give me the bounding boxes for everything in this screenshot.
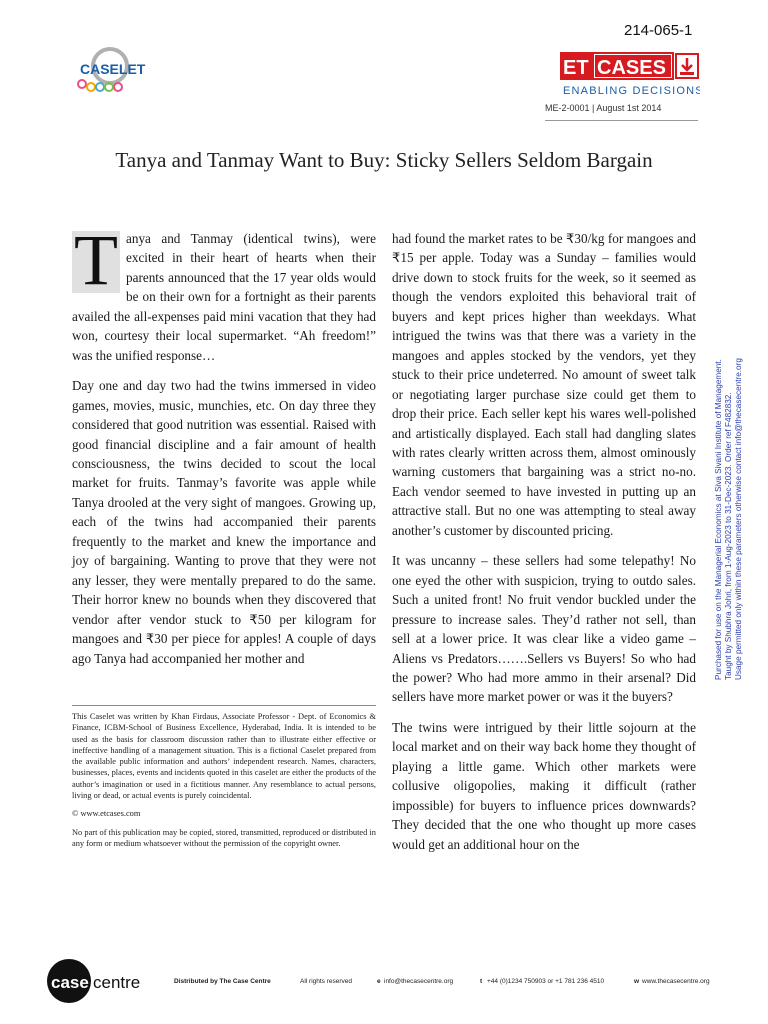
footer xyxy=(0,950,768,1010)
rights: All rights reserved xyxy=(300,978,353,985)
paragraph: The twins were intrigued by their little sojourn at the local market and on their way back home they thought of playing a little game. Which other markets were collusive oligopolies, making it difficult (rather impossible) for buyers to influence prices downwards? They decided that the one who thought up more cases would get an additional hour on the xyxy=(392,719,696,852)
paragraph: It was uncanny – these sellers had some telepathy! No one eyed the other with suspicion, trying to outdo sales. Such a united front! No fruit vendor buckled under the pressure to increase sales. They’d rather not sell, than sell at a lower price. It was clear like a video game – Aliens vs Predators…….Sellers vs Buyers! So who had the power? Who had more ammo in their arsenal? Did sellers have more market power or was it the buyers? xyxy=(392,553,696,705)
side-note-line: Purchased for use on the Managerial Economics at Siva Sivani Institute of Management. xyxy=(714,359,723,680)
email-link[interactable]: info@thecasecentre.org xyxy=(384,978,454,985)
footnote-text: This Caselet was written by Khan Firdaus, Associate Professor - Dept. of Economics & Finance, ICBM-School of Business Excellence, Hyderabad, India. It is intended to be used as the basis for classroom discussion rather than to illustrate either effective or ineffective handling of a management situation. This is a fictional Caselet prepared from the available public information and authors’ independent research. Names, characters, businesses, places, events and incidents quoted in this caselet are either the products of the author’s imagination or used in a fictitious manner. Any resemblance to actual persons, living or dead, or actual events is purely coincidental. xyxy=(72,712,376,801)
case-meta: ME-2-0001 | August 1st 2014 xyxy=(545,103,662,113)
caselet-logo-text: CASELET xyxy=(80,61,146,77)
telephone: +44 (0)1234 750903 or +1 781 236 4510 xyxy=(487,978,605,985)
copyright: © www.etcases.com xyxy=(72,809,141,819)
caselet-logo xyxy=(72,40,152,100)
website-link[interactable]: www.thecasecentre.org xyxy=(642,978,710,985)
case-id: 214-065-1 xyxy=(624,22,693,39)
distributed-by: Distributed by The Case Centre xyxy=(174,978,271,985)
side-note-line: Taught by Shubhra Johri, from 1-Aug-2023 to 31-Dec-2023. Order ref F482832. xyxy=(724,392,733,680)
paragraph-text: anya and Tanmay (identical twins), were excited in their heart of hearts when their parents announced that the 17 year olds would be on their own for a fortnight as their parents availed the all-expenses paid mini vacation that they had won, courtesy their local supermarket. “Ah freedom!” was the unified response… xyxy=(72,231,376,363)
footnote xyxy=(72,711,376,856)
footnote-divider xyxy=(72,705,376,706)
et-cases-logo xyxy=(560,50,700,102)
body-column-right xyxy=(392,229,696,865)
paragraph xyxy=(72,220,376,365)
web-label: w xyxy=(634,978,640,985)
case-centre-logo xyxy=(46,958,146,1009)
usage-side-note xyxy=(714,340,744,680)
divider xyxy=(545,120,698,121)
paragraph: Day one and day two had the twins immersed in video games, movies, music, munchies, etc. On day three they considered that good nutrition was essential. Raised with good financial discipline and a fair amount of health consciousness, the twins decided to scout the local market for fruits. Tanmay’s favorite was apple while Tanya drooled at the very sight of mangoes. Growing up, each of the twins had accompanied their parents frequently to the market and knew the importance and joy of bargaining. Wanting to prove that they were not any lesser, they were mentally prepared to do the same. Their horror knew no bounds when they discovered that vendor after vendor stuck to ₹50 per kilogram for mangoes and ₹30 per piece for apples! A couple of days ago Tanya had accompanied her mother and xyxy=(72,378,376,666)
page-title: Tanya and Tanmay Want to Buy: Sticky Sellers Seldom Bargain xyxy=(115,148,653,172)
et-logo-et: ET xyxy=(563,57,589,79)
side-note-line: Usage permitted only within these parameters otherwise contact info@thecasecentre.org xyxy=(734,358,743,680)
et-tagline: ENABLING DECISIONS xyxy=(563,85,700,97)
footnote-text: No part of this publication may be copied, stored, transmitted, reproduced or distributed in any form or medium whatsoever without the permission of the copyright owner. xyxy=(72,827,376,848)
et-logo-cases: CASES xyxy=(597,57,666,79)
logo-centre: centre xyxy=(93,973,141,992)
body-column-left xyxy=(72,220,376,679)
logo-case: case xyxy=(51,973,89,992)
paragraph: had found the market rates to be ₹30/kg for mangoes and ₹15 per apple. Today was a Sunday – families would drive down to stock fruits for the week, so it seemed as though the vendors exploited this behavioral trait of buyers and kept prices higher than weekdays. What intrigued the twins was that there was a variety in the mangoes and apples stocked by the vendors, yet they stuck to their price undeterred. No amount of sweet talk or negotiating larger purchase size could get them to drop their price. Each seller kept his wares well-polished and artistically displayed. Each stall had dangling slates with rates clearly written across them, almost ominously warning customers that bargaining was a strict no-no. Each vendor seemed to have invested in putting up an attractive stall. But no one was attempting to steal away another’s customer by discounted pricing. xyxy=(392,231,696,538)
dropcap: T xyxy=(72,231,120,293)
tel-label: t xyxy=(480,978,483,985)
email-label: e xyxy=(377,978,381,985)
